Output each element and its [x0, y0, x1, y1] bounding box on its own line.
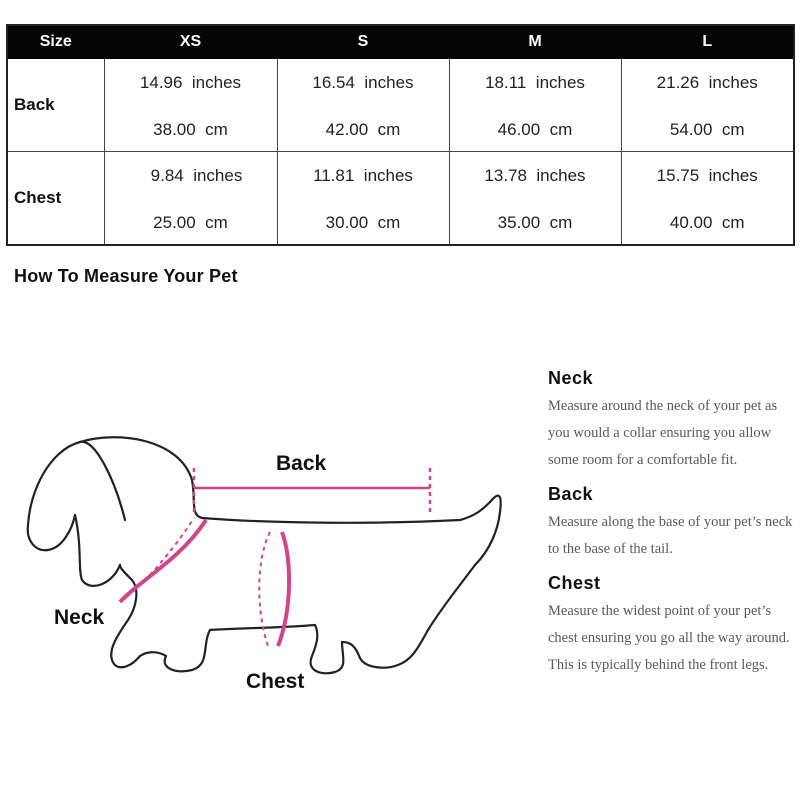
section-title: How To Measure Your Pet	[14, 266, 238, 286]
back-xs-cell	[104, 59, 277, 152]
instruction-back	[548, 484, 798, 563]
back-m-cm: 46.00 cm	[497, 120, 573, 139]
instruction-back-title: Back	[548, 484, 594, 504]
instruction-neck-text: Measure around the neck of your pet as you would a collar ensuring you allow some room for a comfortable fit.	[548, 398, 778, 468]
instruction-neck	[548, 368, 798, 474]
chest-xs-cell	[104, 152, 277, 246]
dog-outline	[28, 437, 501, 673]
instruction-back-text: Measure along the base of your pet’s neck to the base of the tail.	[548, 514, 793, 557]
back-xs-cm: 38.00 cm	[153, 120, 228, 139]
chest-s-cm: 30.00 cm	[325, 213, 401, 232]
instruction-chest	[548, 573, 798, 679]
table-row-back	[7, 59, 794, 152]
back-m-inches: 18.11 inches	[485, 73, 585, 92]
back-l-cm: 54.00 cm	[669, 120, 745, 139]
chest-s-inches: 11.81 inches	[313, 166, 413, 185]
instruction-chest-title: Chest	[548, 573, 601, 593]
diagram-label-chest: Chest	[246, 670, 305, 693]
header-size: Size	[7, 25, 104, 59]
neck-measure-loop	[120, 518, 206, 602]
table-row-chest	[7, 152, 794, 246]
row-label-chest: Chest	[7, 152, 104, 246]
back-s-cell	[277, 59, 449, 152]
diagram-label-neck: Neck	[54, 606, 105, 629]
diagram-label-back: Back	[276, 452, 327, 475]
dog-measure-diagram	[20, 420, 520, 720]
chest-m-cell	[449, 152, 621, 246]
chest-m-inches: 13.78 inches	[484, 166, 586, 185]
chest-l-cm: 40.00 cm	[669, 213, 745, 232]
size-chart-table	[6, 24, 795, 246]
back-xs-inches: 14.96 inches	[139, 73, 242, 92]
row-label-back: Back	[7, 59, 104, 152]
chest-measure-loop	[259, 532, 289, 646]
chest-m-cm: 35.00 cm	[497, 213, 573, 232]
size-header-row	[7, 25, 794, 59]
back-m-cell	[449, 59, 621, 152]
chest-xs-inches: 9.84 inches	[150, 166, 243, 185]
chest-xs-cm: 25.00 cm	[153, 213, 228, 232]
measure-instructions	[548, 368, 798, 689]
back-l-inches: 21.26 inches	[656, 73, 758, 92]
back-l-cell	[621, 59, 794, 152]
instruction-chest-text: Measure the widest point of your pet’s chest ensuring you go all the way around. This is typically behind the front legs.	[548, 603, 790, 673]
chest-s-cell	[277, 152, 449, 246]
chest-l-inches: 15.75 inches	[656, 166, 758, 185]
chest-l-cell	[621, 152, 794, 246]
header-m: M	[449, 25, 621, 59]
header-l: L	[621, 25, 794, 59]
back-s-inches: 16.54 inches	[312, 73, 414, 92]
header-xs: XS	[104, 25, 277, 59]
instruction-neck-title: Neck	[548, 368, 594, 388]
back-s-cm: 42.00 cm	[325, 120, 401, 139]
header-s: S	[277, 25, 449, 59]
